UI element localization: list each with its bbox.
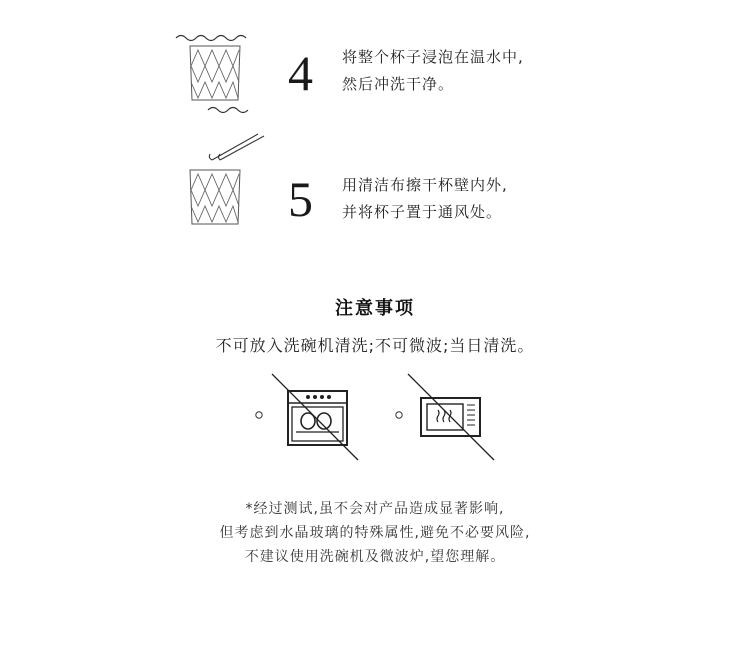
- footnote-line-1: *经过测试,虽不会对产品造成显著影响,: [245, 501, 505, 517]
- footnote-line-2: 但考虑到水晶玻璃的特殊属性,避免不必要风险,: [219, 525, 531, 541]
- no-microwave-icon: [394, 372, 506, 462]
- footnote-line-3: 不建议使用洗碗机及微波炉,望您理解。: [244, 549, 506, 565]
- step-5-line-2: 并将杯子置于通风处。: [342, 203, 503, 221]
- no-microwave-graphic: [394, 372, 506, 462]
- cup-wiping-icon: [178, 130, 278, 230]
- step-5-illustration: [178, 130, 278, 230]
- step-4-line-1: 将整个杯子浸泡在温水中,: [342, 48, 524, 66]
- step-5-line-1: 用清洁布擦干杯壁内外,: [342, 176, 508, 194]
- step-4-text: [342, 44, 602, 98]
- step-5-text: [342, 172, 602, 226]
- step-5-number: 5: [288, 171, 313, 227]
- notice-subtitle: 不可放入洗碗机清洗;不可微波;当日清洗。: [215, 336, 535, 355]
- step-4-illustration: [168, 26, 268, 118]
- cup-soaking-icon: [168, 26, 268, 118]
- notice-title: 注意事项: [335, 298, 415, 319]
- footnote: [0, 497, 750, 569]
- step-4-line-2: 然后冲洗干净。: [342, 75, 455, 93]
- no-dishwasher-graphic: [252, 372, 364, 462]
- no-dishwasher-icon: [252, 372, 364, 462]
- step-4-number: 4: [288, 45, 313, 101]
